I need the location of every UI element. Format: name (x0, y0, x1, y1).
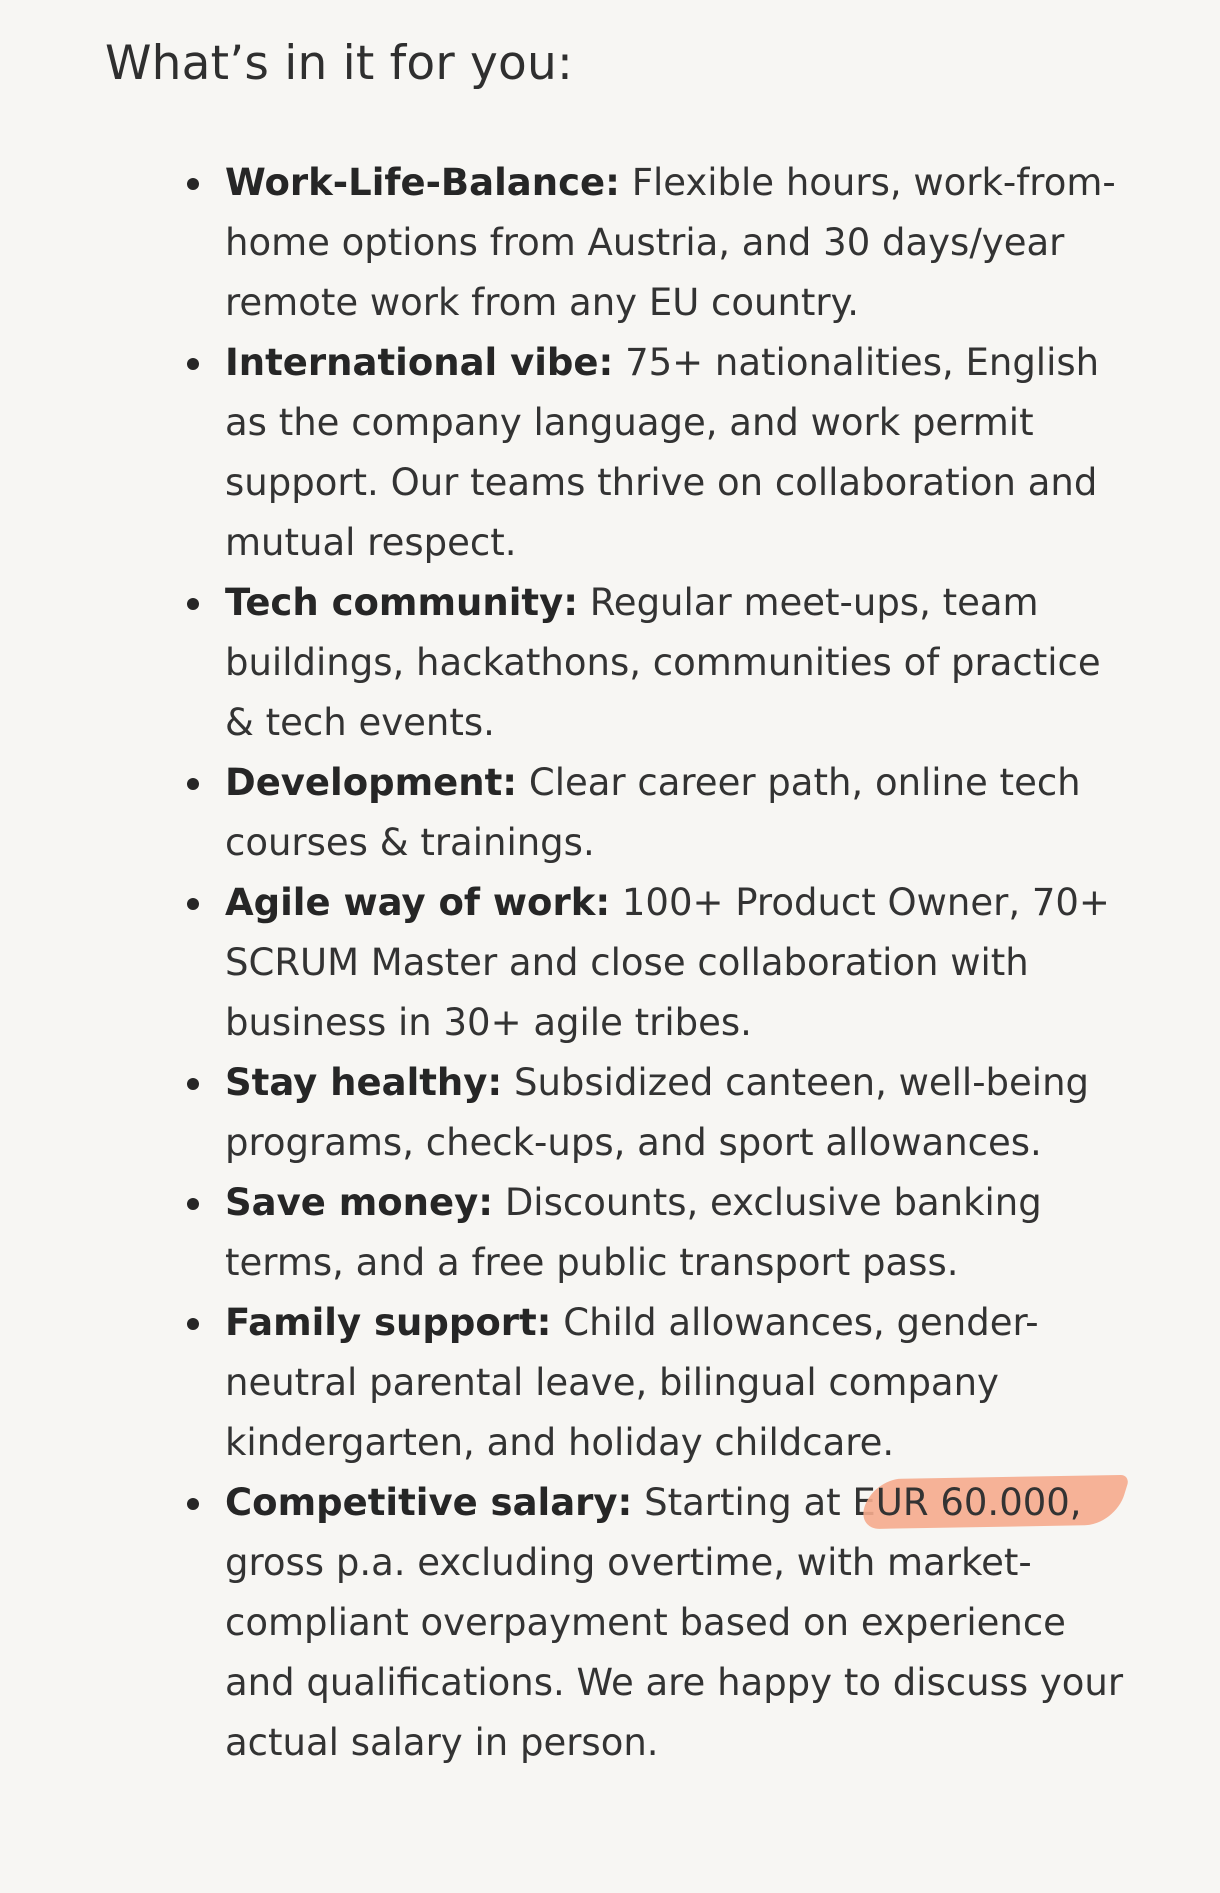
benefit-description-prefix: Starting at E (644, 1481, 876, 1524)
benefit-description: Child allowances, gender-neutral parental leave, bilingual company kindergarten, and holiday childcare. (225, 1301, 1039, 1464)
benefit-title: Development: (225, 761, 518, 804)
section-heading: What’s in it for you: (105, 36, 574, 91)
salary-highlight: UR 60.000, (876, 1473, 1082, 1533)
benefit-description-suffix: gross p.a. excluding overtime, with market-compliant overpayment based on experience and qualifications. We are happy to discuss your actual salary in person. (225, 1541, 1124, 1764)
benefit-description: Discounts, exclusive banking terms, and a free public transport pass. (225, 1181, 1042, 1284)
benefit-item-agile-way-of-work (225, 873, 1125, 1053)
benefit-title: Work-Life-Balance: (225, 161, 620, 204)
benefits-list (225, 153, 1125, 1773)
benefit-item-work-life-balance (225, 153, 1125, 333)
benefit-item-tech-community (225, 573, 1125, 753)
benefit-item-save-money (225, 1173, 1125, 1293)
benefit-title: Tech community: (225, 581, 578, 624)
benefit-item-competitive-salary (225, 1473, 1125, 1773)
benefit-description: Subsidized canteen, well-being programs, check-ups, and sport allowances. (225, 1061, 1090, 1164)
benefit-title: Competitive salary: (225, 1481, 633, 1524)
benefit-title: International vibe: (225, 341, 614, 384)
benefit-description: Regular meet-ups, team buildings, hackathons, communities of practice & tech events. (225, 581, 1101, 744)
bullet-icon (187, 1318, 199, 1330)
bullet-icon (187, 1078, 199, 1090)
benefit-description: Clear career path, online tech courses & trainings. (225, 761, 1081, 864)
bullet-icon (187, 1198, 199, 1210)
benefit-title: Save money: (225, 1181, 494, 1224)
benefit-item-family-support (225, 1293, 1125, 1473)
bullet-icon (187, 598, 199, 610)
bullet-icon (187, 898, 199, 910)
bullet-icon (187, 1498, 199, 1510)
benefit-item-development (225, 753, 1125, 873)
benefit-title: Agile way of work: (225, 881, 611, 924)
bullet-icon (187, 178, 199, 190)
benefit-title: Family support: (225, 1301, 552, 1344)
benefit-title: Stay healthy: (225, 1061, 503, 1104)
benefit-description: 75+ nationalities, English as the company language, and work permit support. Our teams thrive on collaboration and mutual respect. (225, 341, 1100, 564)
bullet-icon (187, 358, 199, 370)
benefit-description: 100+ Product Owner, 70+ SCRUM Master and close collaboration with business in 30+ agile tribes. (225, 881, 1110, 1044)
benefit-item-stay-healthy (225, 1053, 1125, 1173)
benefit-description: Flexible hours, work-from-home options from Austria, and 30 days/year remote work from any EU country. (225, 161, 1116, 324)
benefit-item-international-vibe (225, 333, 1125, 573)
bullet-icon (187, 778, 199, 790)
